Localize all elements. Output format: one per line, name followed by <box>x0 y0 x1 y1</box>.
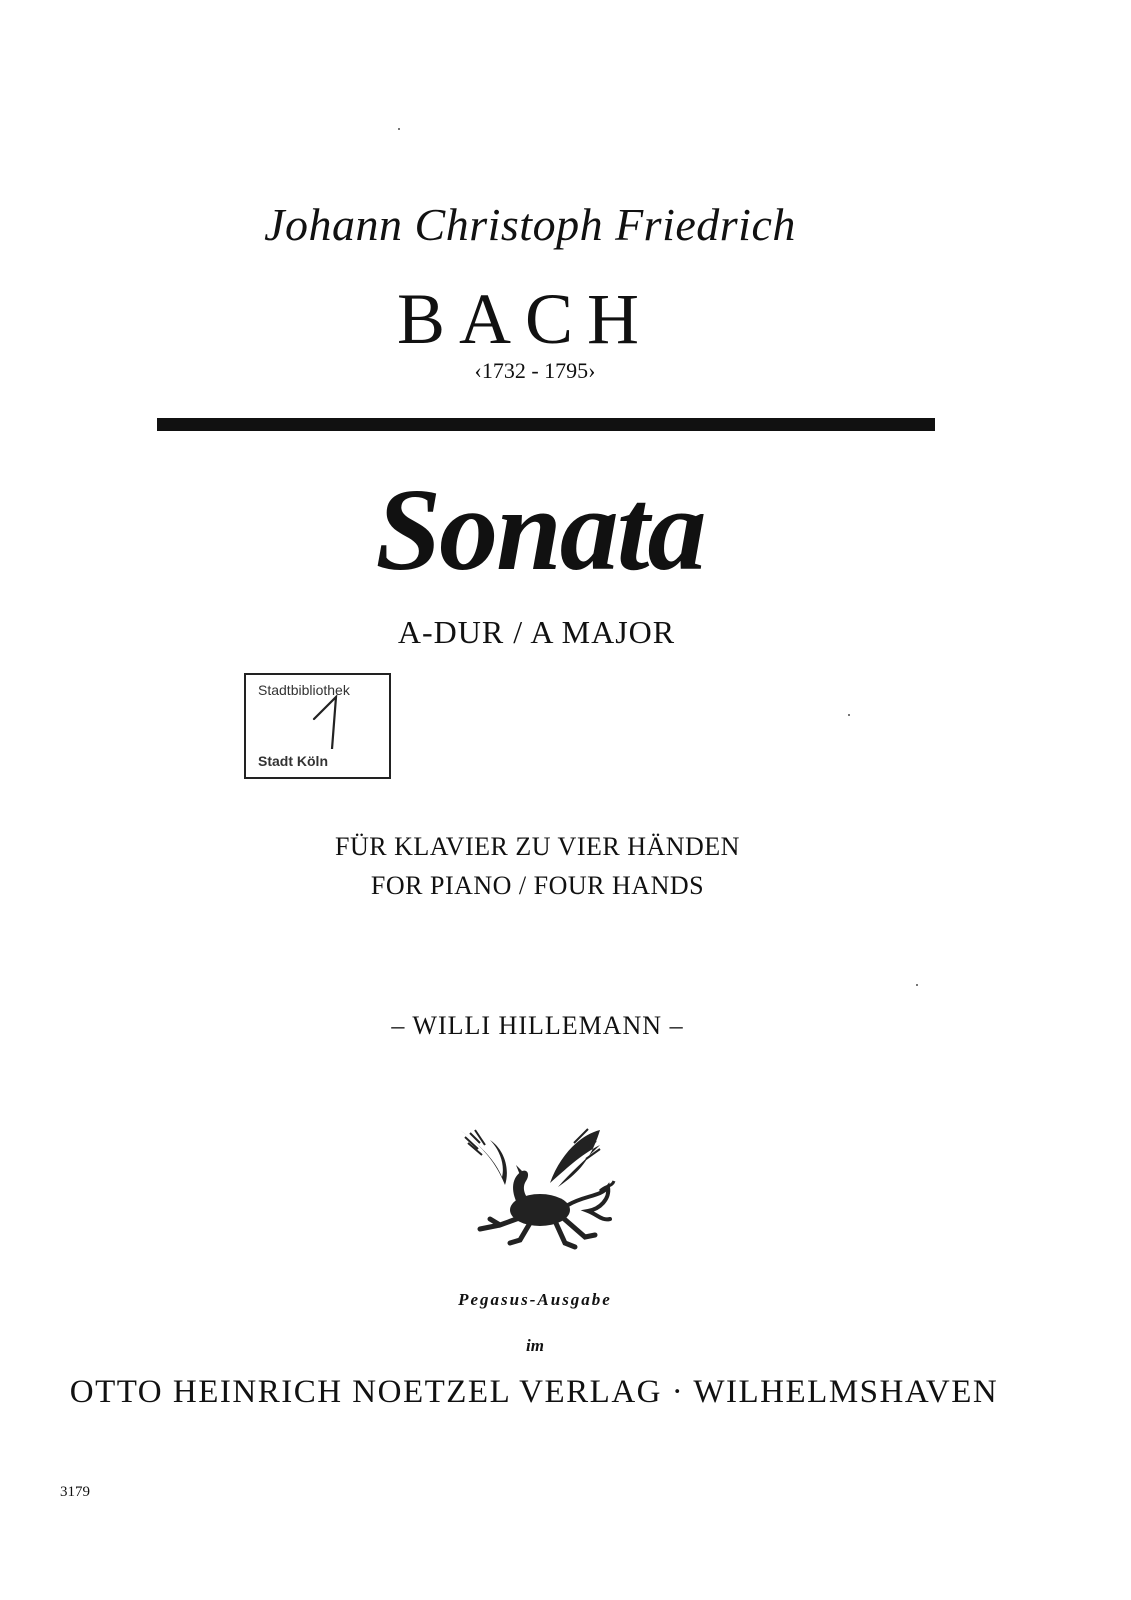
pegasus-logo-icon <box>450 1125 630 1265</box>
plate-number: 3179 <box>60 1484 90 1500</box>
handwritten-number-mark <box>302 689 352 749</box>
publisher-line: OTTO HEINRICH NOETZEL VERLAG · WILHELMSHAVEN <box>69 1374 999 1410</box>
editor-name: – WILLI HILLEMANN – <box>391 1011 684 1040</box>
instrumentation-german: FÜR KLAVIER ZU VIER HÄNDEN <box>335 832 740 861</box>
composer-surname: BACH <box>396 279 654 359</box>
composer-given-names: Johann Christoph Friedrich <box>264 199 796 250</box>
scan-speck <box>398 128 400 130</box>
library-stamp <box>244 673 391 779</box>
scan-speck <box>916 984 918 986</box>
series-name: Pegasus-Ausgabe <box>458 1290 612 1309</box>
title-divider-rule <box>157 418 935 431</box>
instrumentation-english: FOR PIANO / FOUR HANDS <box>370 871 705 900</box>
stamp-line-bottom: Stadt Köln <box>258 753 328 769</box>
imprint-conjunction: im <box>526 1336 544 1355</box>
work-key: A-DUR / A MAJOR <box>397 614 676 650</box>
composer-dates: ‹1732 - 1795› <box>474 358 596 383</box>
scan-speck <box>848 714 850 716</box>
work-title: Sonata <box>375 464 705 595</box>
stamp-line-top: Stadtbibliothek <box>258 682 350 698</box>
